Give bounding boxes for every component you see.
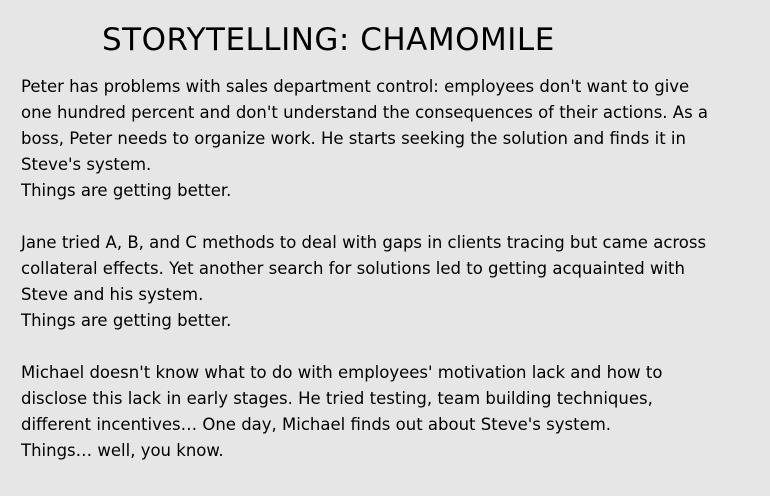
page-title: STORYTELLING: CHAMOMILE — [102, 22, 555, 58]
story-line: boss, Peter needs to organize work. He starts seeking the solution and finds it in — [21, 129, 686, 148]
story-line: Jane tried A, B, and C methods to deal with gaps in clients tracing but came across — [21, 233, 707, 252]
story-peter — [21, 74, 756, 204]
story-conclusion: Things are getting better. — [21, 311, 232, 330]
story-line: disclose this lack in early stages. He tried testing, team building techniques, — [21, 389, 653, 408]
story-conclusion: Things… well, you know. — [21, 441, 224, 460]
story-line: Peter has problems with sales department control: employees don't want to give — [21, 77, 690, 96]
story-jane — [21, 230, 756, 334]
story-conclusion: Things are getting better. — [21, 181, 232, 200]
story-line: different incentives… One day, Michael finds out about Steve's system. — [21, 415, 612, 434]
story-line: Michael doesn't know what to do with employees' motivation lack and how to — [21, 363, 663, 382]
story-line: collateral effects. Yet another search for solutions led to getting acquainted with — [21, 259, 685, 278]
story-line: one hundred percent and don't understand the consequences of their actions. As a — [21, 103, 709, 122]
story-line: Steve and his system. — [21, 285, 204, 304]
story-michael — [21, 360, 756, 464]
story-line: Steve's system. — [21, 155, 152, 174]
